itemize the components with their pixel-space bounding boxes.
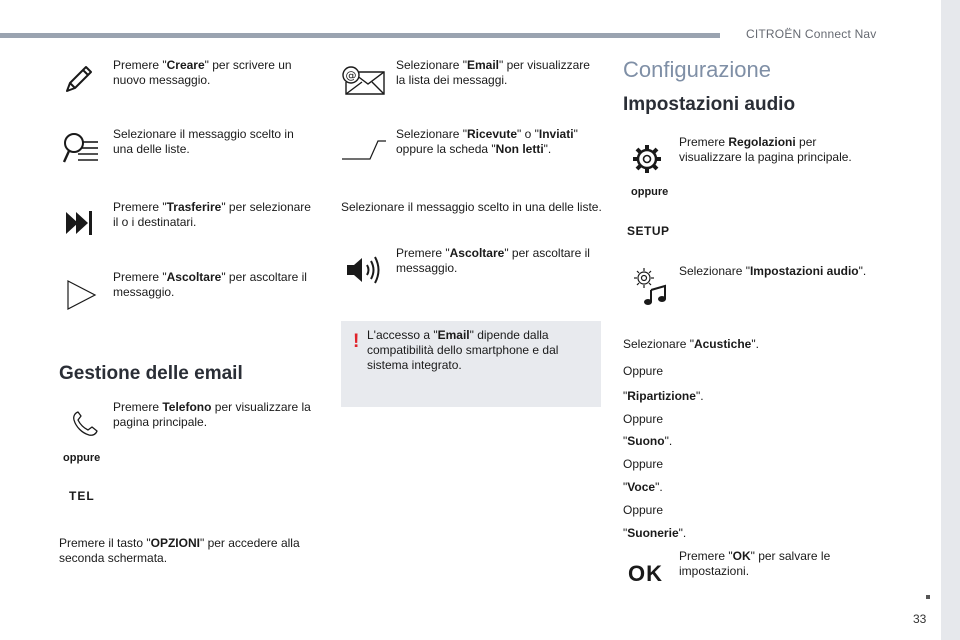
speaker-icon	[344, 254, 384, 286]
audio-settings-heading: Impostazioni audio	[623, 94, 796, 115]
option-line: "Suono".	[623, 434, 673, 448]
col3-step-audio-settings: Selezionare "Impostazioni audio".	[679, 264, 867, 278]
col1-step-phone: Premere Telefono per visualizzare la pagina principale.	[113, 400, 311, 429]
col3-step-ok: Premere "OK" per salvare le impostazioni.	[679, 549, 831, 578]
option-line: "Ripartizione".	[623, 389, 704, 403]
col2-step-select-message: Selezionare il messaggio scelto in una delle liste.	[341, 200, 602, 214]
setup-key-label: SETUP	[627, 224, 670, 238]
col2-step-listen: Premere "Ascoltare" per ascoltare il messaggio.	[396, 246, 590, 275]
col2-step-email: Selezionare "Email" per visualizzare la lista dei messaggi.	[396, 58, 590, 87]
oppure-label: oppure	[63, 452, 101, 464]
option-line: "Suonerie".	[623, 526, 687, 540]
option-line: Oppure	[623, 412, 664, 426]
oppure-label: oppure	[631, 186, 669, 198]
ok-key-label: OK	[628, 561, 663, 586]
svg-text:@: @	[345, 69, 357, 82]
forward-icon	[62, 206, 96, 240]
search-list-icon	[60, 128, 102, 170]
col3-step-acoustics: Selezionare "Acustiche".	[623, 337, 759, 351]
tab-icon	[340, 138, 388, 162]
option-line: "Voce".	[623, 480, 663, 494]
col1-step-create: Premere "Creare" per scrivere un nuovo messaggio.	[113, 58, 292, 87]
side-margin-bar	[941, 0, 960, 640]
email-note-box	[341, 321, 601, 407]
col1-step-select-message: Selezionare il messaggio scelto in una delle liste.	[113, 127, 294, 156]
col3-step-settings: Premere Regolazioni per visualizzare la pagina principale.	[679, 135, 852, 164]
phone-icon	[70, 408, 100, 438]
pencil-icon	[62, 62, 96, 96]
col2-step-received-sent: Selezionare "Ricevute" o "Inviati" oppure la scheda "Non letti".	[396, 127, 578, 156]
email-section-heading: Gestione delle email	[59, 363, 243, 384]
col1-step-options: Premere il tasto "OPZIONI" per accedere alla seconda schermata.	[59, 536, 300, 565]
email-icon	[342, 64, 386, 98]
top-rule	[0, 33, 720, 38]
page-number: 33	[913, 612, 927, 626]
tel-key-label: TEL	[69, 489, 95, 503]
col1-step-forward: Premere "Trasferire" per selezionare il o i destinatari.	[113, 200, 311, 229]
option-line: Oppure	[623, 457, 664, 471]
gear-music-icon	[632, 266, 672, 306]
page-marker	[926, 595, 930, 599]
note-text: L'accesso a "Email" dipende dalla compatibilità dello smartphone e dal sistema integrato.	[367, 328, 559, 372]
option-line: Oppure	[623, 503, 664, 517]
option-line: Oppure	[623, 364, 664, 378]
gear-icon	[632, 144, 662, 174]
warning-icon: !	[353, 331, 360, 352]
page-title: Configurazione	[623, 57, 771, 82]
col1-step-listen: Premere "Ascoltare" per ascoltare il messaggio.	[113, 270, 307, 299]
play-icon	[64, 278, 98, 312]
brand-title: CITROËN Connect Nav	[746, 27, 877, 41]
